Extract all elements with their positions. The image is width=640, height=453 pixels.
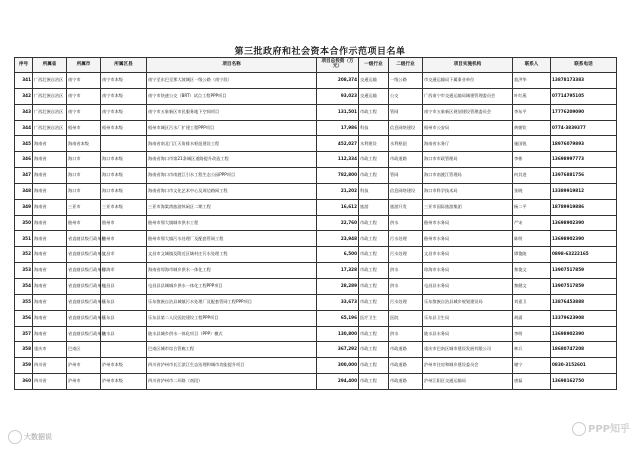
row-industry-1: 市政工程 (359, 278, 389, 294)
row-contact: 胡涌 (513, 310, 551, 326)
table-row (15, 120, 617, 136)
row-investment: 367,292 (317, 342, 359, 358)
row-county: 泸州市本级 (101, 358, 147, 374)
row-seq: 351 (15, 231, 33, 247)
row-phone: 0774-3839377 (551, 120, 617, 136)
row-city: 南宁市 (67, 88, 101, 104)
row-phone: 0898-63222165 (551, 247, 617, 263)
row-industry-1: 科技 (359, 183, 389, 199)
row-county: 海口市本级 (101, 152, 147, 168)
row-industry-1: 市政工程 (359, 342, 389, 358)
row-province: 海南省 (33, 136, 67, 152)
row-phone: 13876453888 (551, 294, 617, 310)
row-industry-2: 供水 (389, 215, 423, 231)
row-investment: 28,289 (317, 278, 359, 294)
row-phone: 13379623908 (551, 310, 617, 326)
row-industry-2: 公交 (389, 88, 423, 104)
row-project-name: 南宁市快速公交（BRT）试点工程PPP项目 (147, 88, 317, 104)
row-contact: 张晓 (513, 183, 551, 199)
row-phone: 0830-3152601 (551, 358, 617, 374)
row-contact: 刘嘉卫 (513, 294, 551, 310)
row-project-name: 巴南区城市综合管廊工程 (147, 342, 317, 358)
row-contact: 谭俊陵 (513, 247, 551, 263)
row-contact: 黎俊文 (513, 263, 551, 279)
row-contact: 林兵 (513, 342, 551, 358)
row-seq: 344 (15, 120, 33, 136)
row-investment: 294,400 (317, 374, 359, 390)
row-org: 泸州江阳区交通运输局 (423, 374, 513, 390)
table-row (15, 294, 617, 310)
table-row (15, 215, 617, 231)
row-project-name: 海南省海口市第21条城区道路提升改造工程 (147, 152, 317, 168)
row-seq: 356 (15, 310, 33, 326)
row-investment: 6,500 (317, 247, 359, 263)
row-province: 海南省 (33, 247, 67, 263)
row-org: 儋州市水务局 (423, 231, 513, 247)
row-industry-1: 市政工程 (359, 215, 389, 231)
row-project-name: 乐东县第二人民医院建设工程PPP项目 (147, 310, 317, 326)
row-phone: 13976881756 (551, 168, 617, 184)
row-province: 海南省 (33, 199, 67, 215)
row-industry-2: 水利枢纽 (389, 136, 423, 152)
header-phone: 联系电话 (551, 58, 617, 73)
row-org: 陵水县水务局 (423, 326, 513, 342)
row-seq: 355 (15, 294, 33, 310)
row-org: 乐东黎族自治县城乡规划建设局 (423, 294, 513, 310)
row-investment: 17,328 (317, 263, 359, 279)
row-project-name: 屯昌县县城城乡供水一体化工程PPP项目 (147, 278, 317, 294)
row-industry-2: 污水处理 (389, 294, 423, 310)
table-row (15, 168, 617, 184)
row-province: 海南省 (33, 326, 67, 342)
row-industry-2: 污水处理 (389, 247, 423, 263)
row-industry-1: 市政工程 (359, 231, 389, 247)
row-org: 海南省水务厅 (423, 136, 513, 152)
row-county (101, 342, 147, 358)
row-investment: 21,202 (317, 183, 359, 199)
row-city: 泸州市 (67, 358, 101, 374)
row-city: 省直辖县级行政单位 (67, 263, 101, 279)
row-org: 屯昌县水务局 (423, 278, 513, 294)
row-industry-1: 市政工程 (359, 358, 389, 374)
row-county: 泸州市本级 (101, 374, 147, 390)
row-phone: 18976079893 (551, 136, 617, 152)
row-contact: 李彬 (513, 152, 551, 168)
row-city: 海口市 (67, 168, 101, 184)
row-seq: 350 (15, 215, 33, 231)
project-table (14, 57, 617, 390)
row-contact: 黎健文 (513, 278, 551, 294)
row-org: 琼海市水务局 (423, 263, 513, 279)
row-industry-1: 旅游 (359, 199, 389, 215)
row-province: 海南省 (33, 263, 67, 279)
row-industry-1: 市政工程 (359, 247, 389, 263)
row-project-name: 四川省泸州市长江滨江生态治理和城市功能提升项目 (147, 358, 317, 374)
row-city: 儋州市 (67, 215, 101, 231)
page-title: 第三批政府和社会资本合作示范项目名单 (234, 47, 406, 57)
row-province: 广西壮族自治区 (33, 88, 67, 104)
table-row (15, 278, 617, 294)
table-row (15, 231, 617, 247)
row-province: 广西壮族自治区 (33, 104, 67, 120)
row-industry-2: 市政道路 (389, 374, 423, 390)
header-county: 所属区县 (101, 58, 147, 73)
row-phone: 13698997773 (551, 152, 617, 168)
row-investment: 93,023 (317, 88, 359, 104)
row-contact: 谢宁 (513, 358, 551, 374)
row-industry-2: 市政道路 (389, 342, 423, 358)
row-phone: 13698902390 (551, 326, 617, 342)
row-seq: 348 (15, 183, 33, 199)
row-province: 重庆市 (33, 342, 67, 358)
row-province: 海南省 (33, 215, 67, 231)
row-org: 梧州市公安局 (423, 120, 513, 136)
row-contact: 李明 (513, 326, 551, 342)
row-phone: 07714795105 (551, 88, 617, 104)
row-city: 泸州市 (67, 374, 101, 390)
row-county: 文昌市 (101, 247, 147, 263)
row-contact: 李东平 (513, 104, 551, 120)
row-industry-2: 市政道路 (389, 358, 423, 374)
table-row (15, 247, 617, 263)
row-city: 省直辖县级行政单位 (67, 326, 101, 342)
row-phone: 18789919886 (551, 199, 617, 215)
row-industry-2: 医院 (389, 310, 423, 326)
row-seq: 346 (15, 152, 33, 168)
row-investment: 16,612 (317, 199, 359, 215)
row-province: 海南省 (33, 152, 67, 168)
row-phone: 13907517859 (551, 278, 617, 294)
row-industry-1: 市政工程 (359, 152, 389, 168)
row-county: 屯昌县 (101, 278, 147, 294)
row-phone: 18680747208 (551, 342, 617, 358)
row-phone: 13698902390 (551, 215, 617, 231)
row-org: 泸州市住房和城乡建设委员会 (423, 358, 513, 374)
row-industry-1: 市政工程 (359, 168, 389, 184)
row-county: 乐东县 (101, 294, 147, 310)
row-org: 南宁市五象新区规划建设管理委员会 (423, 104, 513, 120)
row-seq: 345 (15, 136, 33, 152)
row-phone: 13878173383 (551, 73, 617, 89)
weibo-logo-icon (8, 430, 22, 444)
header-industry-1: 一级行业 (359, 58, 389, 73)
row-org: 广西南宁市交通运输局城建管理委员会 (423, 88, 513, 104)
row-project-name: 海南省海口市南渡江引水工程生态公园PPP项目 (147, 168, 317, 184)
row-seq: 357 (15, 326, 33, 342)
row-city: 三亚市 (67, 199, 101, 215)
row-county: 三亚市本级 (101, 199, 147, 215)
row-industry-2: 供水 (389, 263, 423, 279)
row-investment: 782,800 (317, 168, 359, 184)
row-contact: 黄朝钦 (513, 120, 551, 136)
row-project-name: 三亚市海棠湾旅游休闲区二期工程 (147, 199, 317, 215)
row-contact: 杨二平 (513, 199, 551, 215)
row-org: 重庆市巴南区城市建设发展有限公司 (423, 342, 513, 358)
row-city: 省直辖县级行政单位 (67, 294, 101, 310)
row-county: 海口市本级 (101, 183, 147, 199)
header-city: 所属市 (67, 58, 101, 73)
row-industry-2: 管网 (389, 104, 423, 120)
row-investment: 130,800 (317, 326, 359, 342)
row-org: 三亚市国际旅游集团 (423, 199, 513, 215)
row-industry-1: 医疗卫生 (359, 310, 389, 326)
row-industry-2: 市政道路 (389, 152, 423, 168)
row-project-name: 儋州市那大镇污水处理厂及配套管网工程 (147, 231, 317, 247)
row-county: 南宁市本级 (101, 104, 147, 120)
row-county: 南宁市本级 (101, 73, 147, 89)
row-investment: 33,673 (317, 294, 359, 310)
row-industry-1: 交通运输 (359, 73, 389, 89)
row-province: 海南省 (33, 294, 67, 310)
row-city: 南宁市 (67, 104, 101, 120)
table-row (15, 199, 617, 215)
row-city: 梧州市 (67, 120, 101, 136)
table-row (15, 374, 617, 390)
wechat-logo-icon (572, 422, 586, 436)
row-org: 市交通运输局下属事业单位 (423, 73, 513, 89)
row-seq: 360 (15, 374, 33, 390)
row-project-name: 陵水县城乡供水一体化项目（PPP）模式 (147, 326, 317, 342)
row-project-name: 四川省泸州市二环路（南段） (147, 374, 317, 390)
row-county: 乐东县 (101, 310, 147, 326)
table-row (15, 263, 617, 279)
row-province: 广西壮族自治区 (33, 73, 67, 89)
row-investment: 452,027 (317, 136, 359, 152)
row-seq: 349 (15, 199, 33, 215)
row-phone: 13389919812 (551, 183, 617, 199)
row-industry-1: 交通运输 (359, 88, 389, 104)
row-industry-2: 一级公路 (389, 73, 423, 89)
row-phone: 17776209090 (551, 104, 617, 120)
row-city: 省直辖县级行政单位 (67, 231, 101, 247)
row-city: 省直辖县级行政单位 (67, 278, 101, 294)
row-industry-2: 信息网络建设 (389, 120, 423, 136)
row-city: 省直辖县级行政单位 (67, 247, 101, 263)
row-project-name: 儋州市那大镇城市供水工程 (147, 215, 317, 231)
header-province: 所属省 (33, 58, 67, 73)
row-org: 海口市南渡江管理局 (423, 168, 513, 184)
table-row (15, 152, 617, 168)
row-city: 海口市 (67, 152, 101, 168)
row-province: 海南省 (33, 310, 67, 326)
row-industry-1: 市政工程 (359, 104, 389, 120)
table-header-row (15, 58, 617, 73)
row-province: 海南省 (33, 278, 67, 294)
row-industry-1: 市政工程 (359, 294, 389, 310)
row-investment: 131,501 (317, 104, 359, 120)
row-contact: 陈明 (513, 231, 551, 247)
row-contact: 叶红燕 (513, 88, 551, 104)
row-project-name: 文昌市文城镇及附近区域村庄污水处理工程 (147, 247, 317, 263)
table-row (15, 342, 617, 358)
watermark-left: 大数据说 (8, 430, 52, 444)
row-investment: 208,374 (317, 73, 359, 89)
row-industry-2: 旅游开发 (389, 199, 423, 215)
row-seq: 343 (15, 104, 33, 120)
row-contact: 何其进 (513, 168, 551, 184)
row-industry-1: 市政工程 (359, 374, 389, 390)
row-contact: 唐磊 (513, 374, 551, 390)
row-phone: 13698162750 (551, 374, 617, 390)
row-city: 省直辖县级行政单位 (67, 310, 101, 326)
row-seq: 358 (15, 342, 33, 358)
header-industry-2: 二级行业 (389, 58, 423, 73)
row-org: 文昌市水务局 (423, 247, 513, 263)
row-seq: 353 (15, 263, 33, 279)
header-project-name: 项目名称 (147, 58, 317, 73)
row-project-name: 南宁市五象新区市民服务地下空间项目 (147, 104, 317, 120)
row-county: 陵水县 (101, 326, 147, 342)
header-org: 项目实施机构 (423, 58, 513, 73)
header-investment: 项目总投资（万元） (317, 58, 359, 73)
row-project-name: 海南省南北门江天角排水枢纽建设工程 (147, 136, 317, 152)
row-investment: 23,948 (317, 231, 359, 247)
row-province: 海南省 (33, 183, 67, 199)
watermark-right: PPP知乎 (572, 420, 630, 436)
row-industry-2: 供水 (389, 278, 423, 294)
row-org: 海口市科学技术局 (423, 183, 513, 199)
row-phone: 13907517859 (551, 263, 617, 279)
row-county: 儋州市 (101, 231, 147, 247)
row-seq: 347 (15, 168, 33, 184)
row-county: 儋州市 (101, 215, 147, 231)
row-seq: 352 (15, 247, 33, 263)
row-phone: 13698902390 (551, 231, 617, 247)
row-investment: 65,196 (317, 310, 359, 326)
row-city: 海口市 (67, 183, 101, 199)
row-industry-2: 信息网络建设 (389, 183, 423, 199)
row-project-name: 海南省琼海市城乡供水一体化工程 (147, 263, 317, 279)
header-contact: 联系人 (513, 58, 551, 73)
row-seq: 341 (15, 73, 33, 89)
row-county: 琼海市 (101, 263, 147, 279)
row-investment: 17,986 (317, 120, 359, 136)
row-seq: 359 (15, 358, 33, 374)
row-org: 乐东县卫生局 (423, 310, 513, 326)
row-province: 海南省 (33, 231, 67, 247)
table-row (15, 88, 617, 104)
row-investment: 112,334 (317, 152, 359, 168)
row-county (101, 136, 147, 152)
row-industry-1: 科技 (359, 120, 389, 136)
row-city: 海南省本级 (67, 136, 101, 152)
row-project-name: 南宁至东巴至那大坡城区一级公路（南宁段） (147, 73, 317, 89)
row-county: 南宁市本级 (101, 88, 147, 104)
row-industry-1: 水利建设 (359, 136, 389, 152)
row-province: 四川省 (33, 374, 67, 390)
row-city: 南宁市 (67, 73, 101, 89)
table-row (15, 104, 617, 120)
row-org: 海口市市政管理局 (423, 152, 513, 168)
row-province: 广西壮族自治区 (33, 120, 67, 136)
header-seq: 序号 (15, 58, 33, 73)
row-city: 巴南区 (67, 342, 101, 358)
row-industry-1: 市政工程 (359, 326, 389, 342)
row-org: 儋州市水务局 (423, 215, 513, 231)
row-investment: 22,760 (317, 215, 359, 231)
table-row (15, 358, 617, 374)
row-province: 四川省 (33, 358, 67, 374)
row-contact: 施国锐 (513, 136, 551, 152)
row-industry-2: 管网 (389, 168, 423, 184)
row-province: 海南省 (33, 168, 67, 184)
row-contact: 莫洪华 (513, 73, 551, 89)
row-industry-1: 市政工程 (359, 263, 389, 279)
row-industry-2: 供水 (389, 326, 423, 342)
table-row (15, 73, 617, 89)
row-seq: 342 (15, 88, 33, 104)
row-investment: 300,000 (317, 358, 359, 374)
row-county: 梧州市本级 (101, 120, 147, 136)
table-row (15, 326, 617, 342)
row-project-name: 海南省海口市文化艺术中心及周边路网工程 (147, 183, 317, 199)
row-county: 海口市本级 (101, 168, 147, 184)
row-project-name: 梧州市城区污水厂扩建工程PPP项目 (147, 120, 317, 136)
row-project-name: 乐东黎族自治县城镇污水处理厂及配套管网工程PPP项目 (147, 294, 317, 310)
table-row (15, 183, 617, 199)
table-row (15, 310, 617, 326)
row-industry-2: 污水处理 (389, 231, 423, 247)
row-seq: 354 (15, 278, 33, 294)
row-contact: 严宋 (513, 215, 551, 231)
table-row (15, 136, 617, 152)
